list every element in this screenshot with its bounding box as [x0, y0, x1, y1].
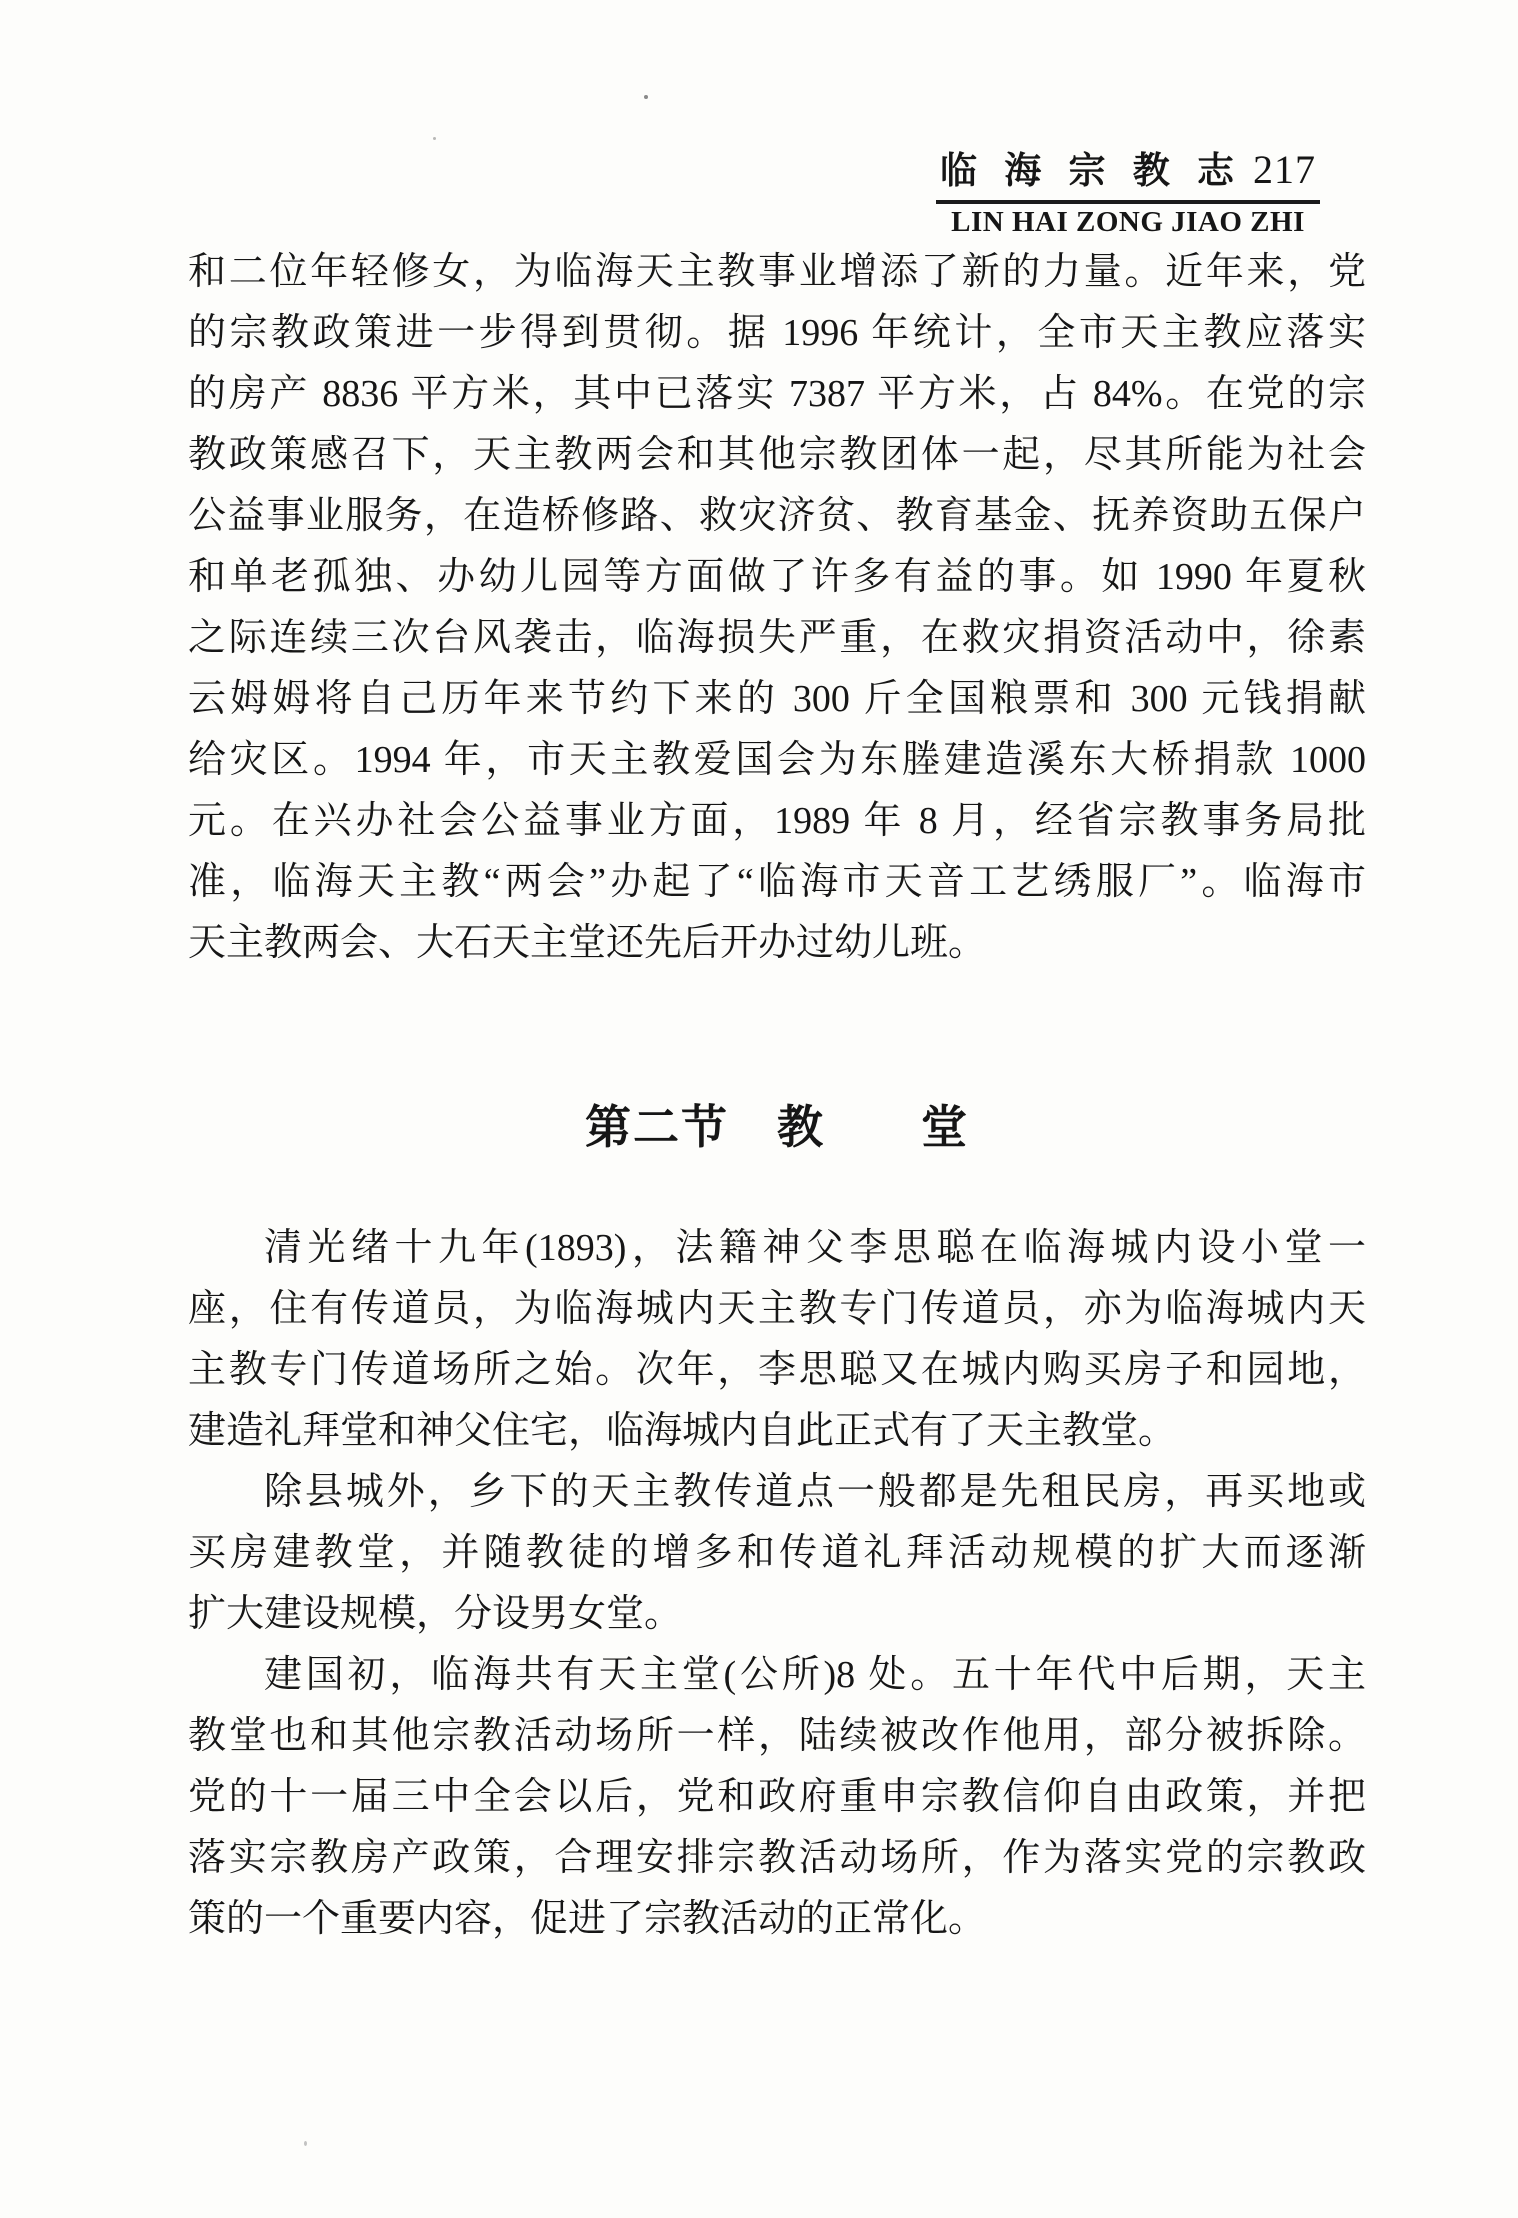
text-line: 公益事业服务，在造桥修路、救灾济贫、教育基金、抚养资助五保户	[188, 495, 1366, 537]
text-line: 主教专门传道场所之始。次年，李思聪又在城内购买房子和园地，	[188, 1349, 1366, 1391]
paragraph-1	[188, 242, 1366, 974]
page-number: 217	[1253, 147, 1316, 192]
text-line: 党的十一届三中全会以后，党和政府重申宗教信仰自由政策，并把	[188, 1776, 1366, 1818]
section-heading: 第二节 教 堂	[585, 1102, 969, 1153]
text-line: 天主教两会、大石天主堂还先后开办过幼儿班。	[188, 922, 987, 964]
book-title-pinyin: LIN HAI ZONG JIAO ZHI	[951, 206, 1305, 238]
text-line: 的房产 8836 平方米，其中已落实 7387 平方米，占 84%。在党的宗	[188, 373, 1366, 415]
text-line: 清光绪十九年(1893)，法籍神父李思聪在临海城内设小堂一	[264, 1227, 1366, 1269]
text-line: 建国初，临海共有天主堂(公所)8 处。五十年代中后期，天主	[264, 1654, 1366, 1696]
paragraph-3	[188, 1462, 1366, 1645]
scan-speck	[433, 137, 436, 140]
header-title-line	[936, 140, 1320, 204]
text-line: 建造礼拜堂和神父住宅，临海城内自此正式有了天主教堂。	[188, 1410, 1177, 1452]
body-text-column	[188, 242, 1366, 1950]
text-line: 除县城外，乡下的天主教传道点一般都是先租民房，再买地或	[264, 1471, 1366, 1513]
text-line: 座，住有传道员，为临海城内天主教专门传道员，亦为临海城内天	[188, 1288, 1366, 1330]
text-line: 教政策感召下，天主教两会和其他宗教团体一起，尽其所能为社会	[188, 434, 1366, 476]
paragraph-2	[188, 1218, 1366, 1462]
text-line: 的宗教政策进一步得到贯彻。据 1996 年统计，全市天主教应落实	[188, 312, 1366, 354]
text-line: 和单老孤独、办幼儿园等方面做了许多有益的事。如 1990 年夏秋	[188, 556, 1366, 598]
book-title-chinese: 临 海 宗 教 志	[940, 151, 1243, 192]
running-header	[936, 140, 1320, 239]
text-line: 准，临海天主教“两会”办起了“临海市天音工艺绣服厂”。临海市	[188, 861, 1366, 903]
scan-speck	[644, 95, 648, 99]
paragraph-4	[188, 1645, 1366, 1950]
text-line: 给灾区。1994 年，市天主教爱国会为东塍建造溪东大桥捐款 1000	[188, 739, 1366, 781]
text-line: 元。在兴办社会公益事业方面，1989 年 8 月，经省宗教事务局批	[188, 800, 1366, 842]
text-line: 扩大建设规模，分设男女堂。	[188, 1593, 683, 1635]
text-line: 和二位年轻修女，为临海天主教事业增添了新的力量。近年来，党	[188, 251, 1366, 293]
text-line: 云姆姆将自己历年来节约下来的 300 斤全国粮票和 300 元钱捐献	[188, 678, 1366, 720]
scan-speck	[304, 2141, 307, 2146]
text-line: 之际连续三次台风袭击，临海损失严重，在救灾捐资活动中，徐素	[188, 617, 1366, 659]
text-line: 落实宗教房产政策，合理安排宗教活动场所，作为落实党的宗教政	[188, 1837, 1366, 1879]
text-line: 教堂也和其他宗教活动场所一样，陆续被改作他用，部分被拆除。	[188, 1715, 1366, 1757]
text-line: 策的一个重要内容，促进了宗教活动的正常化。	[188, 1898, 987, 1940]
text-line: 买房建教堂，并随教徒的增多和传道礼拜活动规模的扩大而逐渐	[188, 1532, 1366, 1574]
